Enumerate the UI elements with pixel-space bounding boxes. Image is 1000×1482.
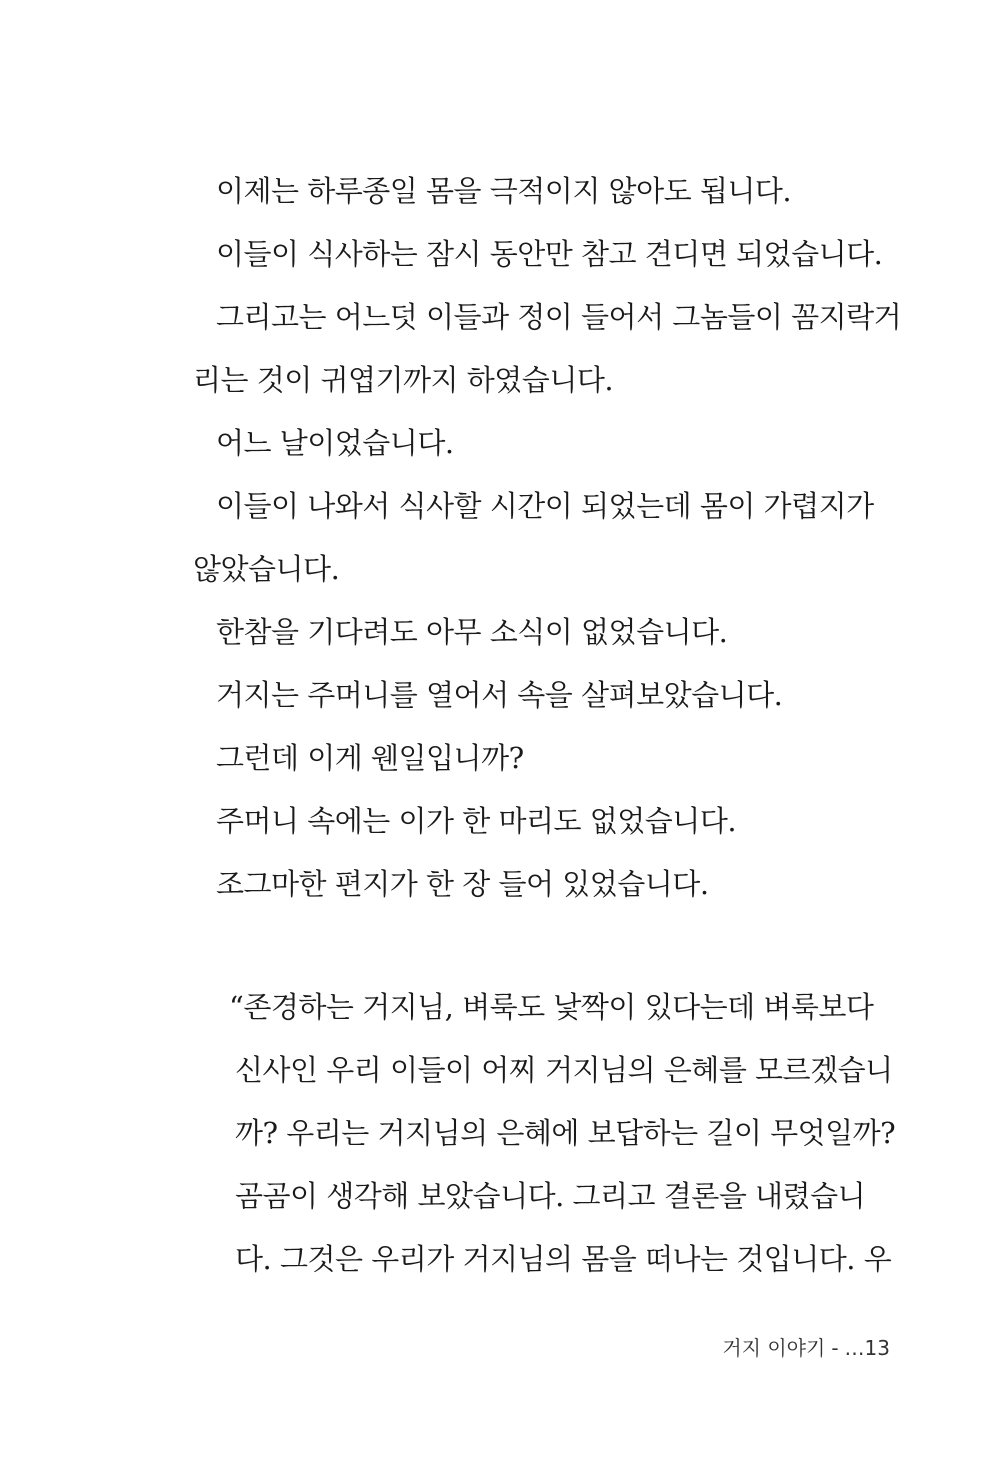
letter-line: 까? 우리는 거지님의 은혜에 보답하는 길이 무엇일까? [235, 1116, 896, 1150]
paragraph-line: 어느 날이었습니다. [216, 426, 454, 460]
paragraph-line: 이들이 나와서 식사할 시간이 되었는데 몸이 가렵지가 [216, 489, 874, 523]
paragraph-line: 거지는 주머니를 열어서 속을 살펴보았습니다. [216, 678, 783, 712]
letter-quote [229, 976, 896, 1291]
paragraph-line: 주머니 속에는 이가 한 마리도 없었습니다. [216, 804, 737, 838]
footer-dots: … [844, 1336, 865, 1360]
paragraph-line: 조그마한 편지가 한 장 들어 있었습니다. [216, 867, 709, 901]
letter-line: “존경하는 거지님, 벼룩도 낯짝이 있다는데 벼룩보다 [229, 990, 874, 1024]
paragraph-line: 그런데 이게 웬일입니까? [216, 741, 524, 775]
letter-line: 다. 그것은 우리가 거지님의 몸을 떠나는 것입니다. 우 [235, 1242, 892, 1276]
paragraph-line: 이제는 하루종일 몸을 극적이지 않아도 됩니다. [216, 174, 792, 208]
running-title: 거지 이야기 [722, 1336, 826, 1360]
paragraph-line: 않았습니다. [193, 552, 340, 586]
body-text [193, 160, 902, 916]
letter-line: 곰곰이 생각해 보았습니다. 그리고 결론을 내렸습니 [235, 1179, 866, 1213]
paragraph-line: 한참을 기다려도 아무 소식이 없었습니다. [216, 615, 728, 649]
page-footer [722, 1336, 890, 1360]
paragraph-line: 이들이 식사하는 잠시 동안만 참고 견디면 되었습니다. [216, 237, 883, 271]
footer-separator: - [831, 1336, 839, 1360]
paragraph-line: 그리고는 어느덧 이들과 정이 들어서 그놈들이 꼼지락거 [216, 300, 902, 334]
page-number: 13 [864, 1336, 890, 1360]
paragraph-line: 리는 것이 귀엽기까지 하였습니다. [193, 363, 614, 397]
letter-line: 신사인 우리 이들이 어찌 거지님의 은혜를 모르겠습니 [235, 1053, 893, 1087]
